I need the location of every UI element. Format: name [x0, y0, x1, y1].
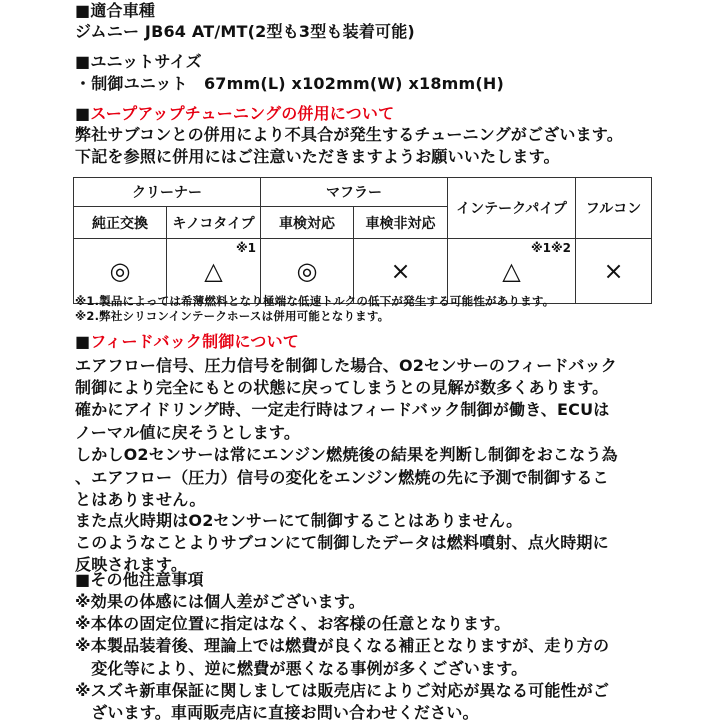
- heading-text: 適合車種: [90, 1, 156, 20]
- heading-text: ユニットサイズ: [90, 52, 202, 71]
- square-bullet-icon: ■: [75, 570, 91, 589]
- group-intake-pipe: インテークパイプ: [448, 178, 576, 239]
- feedback-line: 確かにアイドリング時、一定走行時はフィードバック制御が働き、ECUは: [75, 400, 610, 419]
- feedback-line: とはありません。: [75, 490, 206, 509]
- feedback-line: 制御により完全にもとの状態に戻ってしまうとの見解が数多くあります。: [75, 378, 609, 397]
- double-circle-icon: ◎: [296, 257, 318, 285]
- value-full-computer: [576, 239, 652, 304]
- feedback-line: しかしO2センサーは常にエンジン燃焼後の結果を判断し制御をおこなう為: [75, 445, 618, 464]
- square-bullet-icon: ■: [75, 52, 91, 71]
- cross-icon: ×: [603, 257, 624, 285]
- sub-inspection-ng: 車検非対応: [354, 207, 448, 239]
- square-bullet-icon: ■: [75, 104, 91, 123]
- feedback-line: このようなことよりサブコンにて制御したデータは燃料噴射、点火時期に: [75, 533, 609, 552]
- heading-text: フィードバック制御について: [90, 332, 300, 351]
- other-heading: [75, 569, 204, 591]
- note-mark: ※1※2: [530, 241, 571, 255]
- tuning-line: 下記を参照に併用にはご注意いただきますようお願いいたします。: [75, 147, 560, 166]
- sub-genuine-replacement: 純正交換: [74, 207, 167, 239]
- sub-mushroom-type: キノコタイプ: [167, 207, 261, 239]
- unit-size-text: ・制御ユニット 67mm(L) x102mm(W) x18mm(H): [75, 74, 505, 93]
- feedback-heading: [75, 331, 299, 353]
- square-bullet-icon: ■: [75, 1, 91, 20]
- vehicle-text: ジムニー JB64 AT/MT(2型も3型も装着可能): [75, 22, 415, 41]
- feedback-line: ノーマル値に戻そうとします。: [75, 423, 301, 442]
- feedback-line: 反映されます。: [75, 555, 188, 574]
- other-line: ※本製品装着後、理論上では燃費が良くなる補正となりますが、走り方の: [75, 636, 610, 655]
- triangle-icon: △: [204, 257, 223, 285]
- other-line: ※スズキ新車保証に関しましては販売店によりご対応が異なる可能性がご: [75, 681, 610, 700]
- tuning-line: 弊社サブコンとの併用により不具合が発生するチューニングがございます。: [75, 125, 623, 144]
- square-bullet-icon: ■: [75, 332, 91, 351]
- note-mark: ※1: [235, 241, 256, 255]
- triangle-icon: △: [502, 257, 521, 285]
- other-line: ※本体の固定位置に指定はなく、お客様の任意となります。: [75, 614, 511, 633]
- compatibility-table: [73, 177, 652, 304]
- other-line: ※効果の体感には個人差がございます。: [75, 592, 365, 611]
- tuning-heading: [75, 103, 394, 125]
- double-circle-icon: ◎: [109, 257, 131, 285]
- sub-inspection-ok: 車検対応: [261, 207, 354, 239]
- feedback-line: 、エアフロー（圧力）信号の変化をエンジン燃焼の先に予測で制御するこ: [75, 468, 609, 487]
- heading-text: その他注意事項: [90, 570, 204, 589]
- unit-size-heading: [75, 51, 202, 73]
- group-muffler: マフラー: [261, 178, 448, 207]
- footnote-1: ※1.製品によっては希薄燃料となり極端な低速トルクの低下が発生する可能性があります。: [75, 294, 555, 308]
- feedback-line: エアフロー信号、圧力信号を制御した場合、O2センサーのフィードバック: [75, 356, 617, 375]
- other-line: ざいます。車両販売店に直接お問い合わせください。: [75, 703, 479, 722]
- group-cleaner: クリーナー: [74, 178, 261, 207]
- heading-text: スープアップチューニングの併用について: [90, 104, 395, 123]
- vehicle-heading: [75, 0, 155, 22]
- feedback-line: また点火時期はO2センサーにて制御することはありません。: [75, 511, 523, 530]
- other-line: 変化等により、逆に燃費が悪くなる事例が多くございます。: [75, 659, 528, 678]
- cross-icon: ×: [390, 257, 411, 285]
- group-full-computer: フルコン: [576, 178, 652, 239]
- footnote-2: ※2.弊社シリコンインテークホースは併用可能となります。: [75, 309, 390, 323]
